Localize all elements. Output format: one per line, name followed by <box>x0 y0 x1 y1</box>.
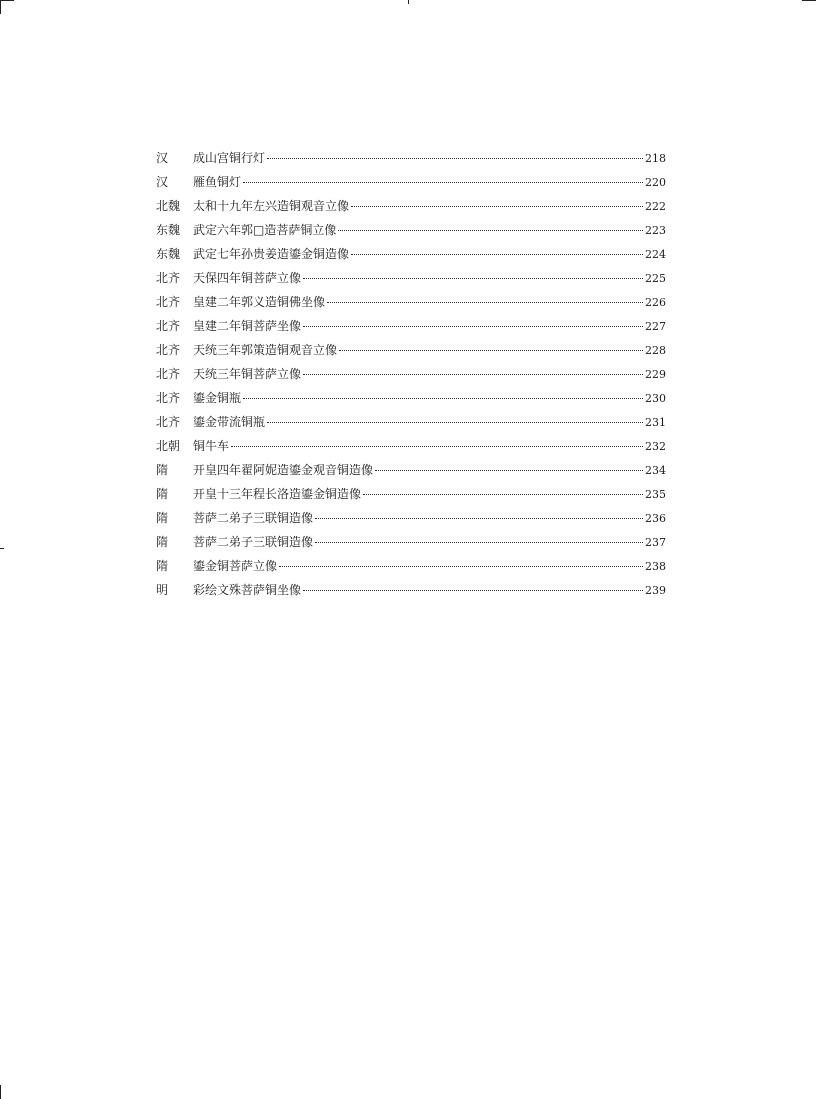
toc-entry[interactable] <box>156 482 666 506</box>
toc-entry[interactable] <box>156 314 666 338</box>
table-of-contents <box>156 146 666 602</box>
entry-title: 天统三年郭策造铜观音立像 <box>193 343 338 357</box>
entry-period: 汉 <box>156 175 169 189</box>
entry-title: 鎏金带流铜瓶 <box>193 415 266 429</box>
entry-title: 雁鱼铜灯 <box>193 175 242 189</box>
entry-page-number: 238 <box>645 560 666 573</box>
dot-leader <box>267 422 643 423</box>
entry-page-number: 224 <box>645 248 666 261</box>
entry-title: 太和十九年左兴造铜观音立像 <box>193 199 350 213</box>
entry-period: 北齐 <box>156 343 181 357</box>
toc-entry[interactable] <box>156 290 666 314</box>
crop-mark-bottom-left <box>0 1085 1 1099</box>
toc-entry[interactable] <box>156 242 666 266</box>
entry-period: 隋 <box>156 535 169 549</box>
entry-period: 隋 <box>156 511 169 525</box>
entry-page-number: 222 <box>645 200 666 213</box>
toc-entry[interactable] <box>156 338 666 362</box>
dot-leader <box>303 590 643 591</box>
entry-page-number: 231 <box>645 416 666 429</box>
dot-leader <box>351 206 643 207</box>
entry-title: 皇建二年郭义造铜佛坐像 <box>193 295 326 309</box>
dot-leader <box>243 182 643 183</box>
entry-title: 鎏金铜瓶 <box>193 391 242 405</box>
dot-leader <box>303 374 643 375</box>
entry-page-number: 229 <box>645 368 666 381</box>
entry-page-number: 239 <box>645 584 666 597</box>
entry-page-number: 230 <box>645 392 666 405</box>
entry-period: 东魏 <box>156 247 181 261</box>
entry-period: 隋 <box>156 487 169 501</box>
dot-leader <box>231 446 643 447</box>
dot-leader <box>303 278 643 279</box>
dot-leader <box>327 302 643 303</box>
dot-leader <box>363 494 643 495</box>
toc-entry[interactable] <box>156 506 666 530</box>
crop-mark-top-center <box>408 0 409 4</box>
toc-entry[interactable] <box>156 386 666 410</box>
entry-page-number: 228 <box>645 344 666 357</box>
dot-leader <box>375 470 643 471</box>
entry-period: 北齐 <box>156 271 181 285</box>
toc-entry[interactable] <box>156 146 666 170</box>
toc-entry[interactable] <box>156 266 666 290</box>
entry-title: 武定七年孙贵姜造鎏金铜造像 <box>193 247 350 261</box>
dot-leader <box>243 398 643 399</box>
toc-entry[interactable] <box>156 194 666 218</box>
entry-title: 成山宫铜行灯 <box>193 151 266 165</box>
entry-period: 北齐 <box>156 391 181 405</box>
toc-entry[interactable] <box>156 578 666 602</box>
crop-mark-top-right <box>802 0 816 1</box>
dot-leader <box>338 230 643 231</box>
entry-page-number: 218 <box>645 152 666 165</box>
entry-period: 汉 <box>156 151 169 165</box>
entry-page-number: 232 <box>645 440 666 453</box>
dot-leader <box>315 518 643 519</box>
entry-title: 彩绘文殊菩萨铜坐像 <box>193 583 302 597</box>
toc-entry[interactable] <box>156 458 666 482</box>
crop-mark-top-left-horizontal <box>0 0 14 1</box>
entry-period: 北朝 <box>156 439 181 453</box>
crop-mark-left-center <box>0 548 4 549</box>
dot-leader <box>351 254 643 255</box>
toc-entry[interactable] <box>156 218 666 242</box>
entry-period: 北齐 <box>156 295 181 309</box>
entry-title: 开皇十三年程长洛造鎏金铜造像 <box>193 487 362 501</box>
dot-leader <box>279 566 643 567</box>
dot-leader <box>267 158 643 159</box>
entry-period: 北齐 <box>156 319 181 333</box>
toc-entry[interactable] <box>156 362 666 386</box>
entry-page-number: 223 <box>645 224 666 237</box>
entry-page-number: 226 <box>645 296 666 309</box>
dot-leader <box>303 326 643 327</box>
dot-leader <box>315 542 643 543</box>
entry-title: 菩萨二弟子三联铜造像 <box>193 535 314 549</box>
toc-entry[interactable] <box>156 530 666 554</box>
entry-page-number: 225 <box>645 272 666 285</box>
entry-period: 东魏 <box>156 223 181 237</box>
entry-period: 北齐 <box>156 415 181 429</box>
entry-title: 鎏金铜菩萨立像 <box>193 559 278 573</box>
toc-entry[interactable] <box>156 554 666 578</box>
entry-page-number: 220 <box>645 176 666 189</box>
entry-title: 武定六年郭□造菩萨铜立像 <box>193 223 337 237</box>
entry-title: 菩萨二弟子三联铜造像 <box>193 511 314 525</box>
entry-period: 北魏 <box>156 199 181 213</box>
toc-entry[interactable] <box>156 410 666 434</box>
entry-period: 明 <box>156 583 169 597</box>
dot-leader <box>339 350 643 351</box>
entry-page-number: 235 <box>645 488 666 501</box>
entry-title: 皇建二年铜菩萨坐像 <box>193 319 302 333</box>
entry-period: 北齐 <box>156 367 181 381</box>
entry-period: 隋 <box>156 463 169 477</box>
entry-title: 天保四年铜菩萨立像 <box>193 271 302 285</box>
entry-period: 隋 <box>156 559 169 573</box>
toc-entry[interactable] <box>156 170 666 194</box>
entry-title: 铜牛车 <box>193 439 230 453</box>
entry-title: 开皇四年翟阿妮造鎏金观音铜造像 <box>193 463 374 477</box>
entry-page-number: 237 <box>645 536 666 549</box>
entry-page-number: 234 <box>645 464 666 477</box>
toc-entry[interactable] <box>156 434 666 458</box>
crop-mark-top-left-vertical <box>0 0 1 14</box>
entry-page-number: 227 <box>645 320 666 333</box>
entry-title: 天统三年铜菩萨立像 <box>193 367 302 381</box>
entry-page-number: 236 <box>645 512 666 525</box>
